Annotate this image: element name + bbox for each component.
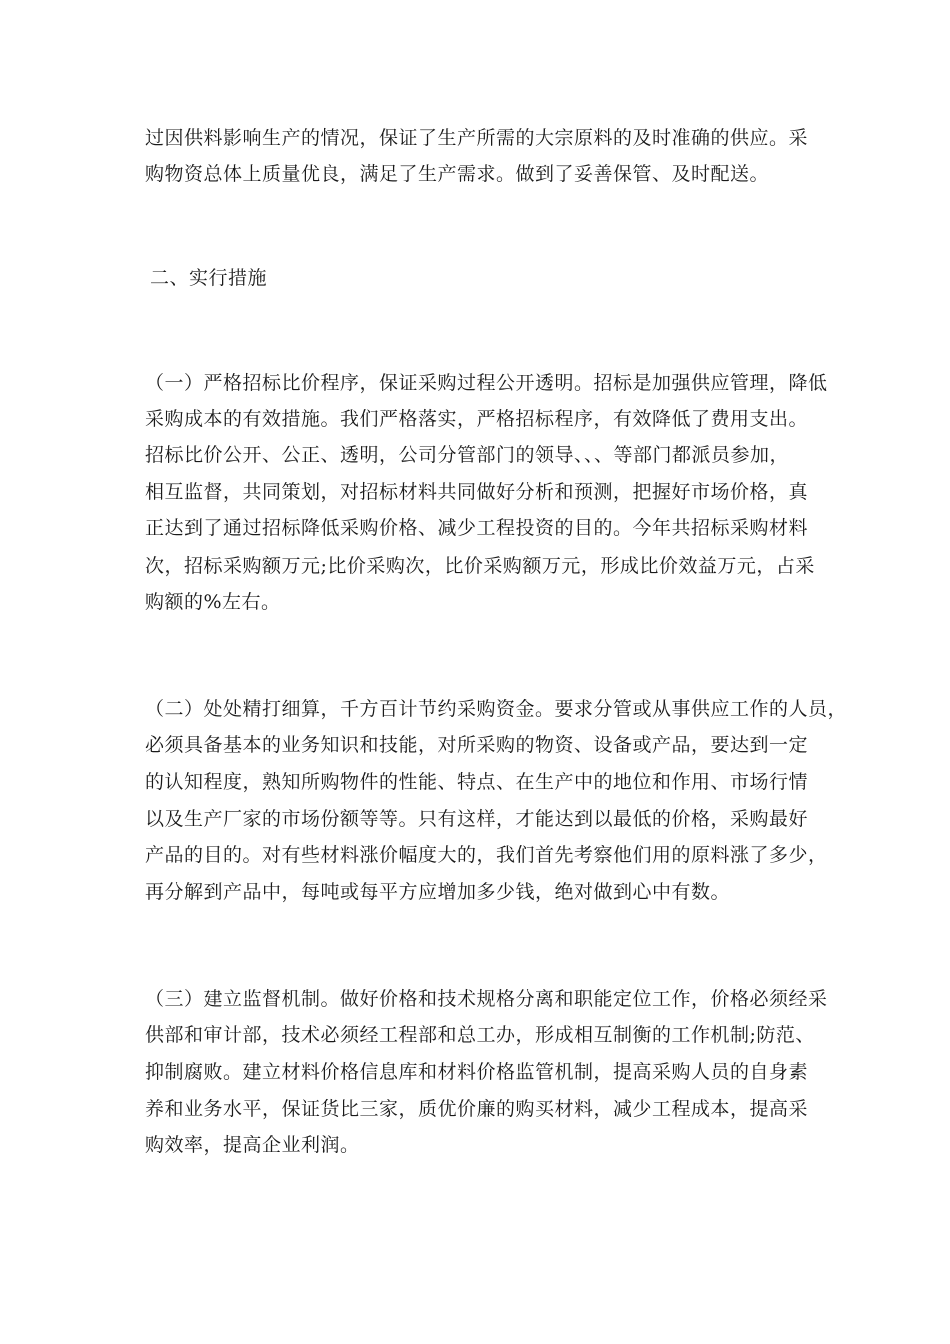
paragraph-1-line: 次，招标采购额万元;比价采购次，比价采购额万元，形成比价效益万元，占采 [145,555,815,577]
paragraph-2-line: （二）处处精打细算，千方百计节约采购资金。要求分管或从事供应工作的人员， [145,698,848,720]
section-heading: 二、实行措施 [150,267,268,289]
paragraph-1-line: 购额的%左右。 [145,591,281,613]
paragraph-2-line: 产品的目的。对有些材料涨价幅度大的，我们首先考察他们用的原料涨了多少， [145,844,828,866]
paragraph-2-line: 以及生产厂家的市场份额等等。只有这样，才能达到以最低的价格，采购最好 [145,808,809,830]
paragraph-1-line: 正达到了通过招标降低采购价格、减少工程投资的目的。今年共招标采购材料 [145,517,809,539]
paragraph-3-line: （三）建立监督机制。做好价格和技术规格分离和职能定位工作，价格必须经采 [145,988,828,1010]
paragraph-3-line: 供部和审计部，技术必须经工程部和总工办，形成相互制衡的工作机制;防范、 [145,1024,815,1046]
paragraph-2-line: 的认知程度，熟知所购物件的性能、特点、在生产中的地位和作用、市场行情 [145,771,809,793]
paragraph-1-line: 采购成本的有效措施。我们严格落实，严格招标程序，有效降低了费用支出。 [145,408,809,430]
paragraph-1-line: 招标比价公开、公正、透明，公司分管部门的领导、、、等部门都派员参加， [145,444,790,466]
paragraph-1-line: 相互监督，共同策划，对招标材料共同做好分析和预测，把握好市场价格，真 [145,481,809,503]
intro-line: 过因供料影响生产的情况，保证了生产所需的大宗原料的及时准确的供应。采 [145,127,809,149]
paragraph-2-line: 必须具备基本的业务知识和技能，对所采购的物资、设备或产品，要达到一定 [145,734,809,756]
intro-line: 购物资总体上质量优良，满足了生产需求。做到了妥善保管、及时配送。 [145,163,770,185]
paragraph-1-line: （一）严格招标比价程序，保证采购过程公开透明。招标是加强供应管理，降低 [145,372,828,394]
paragraph-2-line: 再分解到产品中，每吨或每平方应增加多少钱，绝对做到心中有数。 [145,881,731,903]
paragraph-3-line: 抑制腐败。建立材料价格信息库和材料价格监管机制，提高采购人员的自身素 [145,1061,809,1083]
paragraph-3-line: 养和业务水平，保证货比三家，质优价廉的购买材料，减少工程成本，提高采 [145,1098,809,1120]
paragraph-3-line: 购效率，提高企业利润。 [145,1134,360,1156]
